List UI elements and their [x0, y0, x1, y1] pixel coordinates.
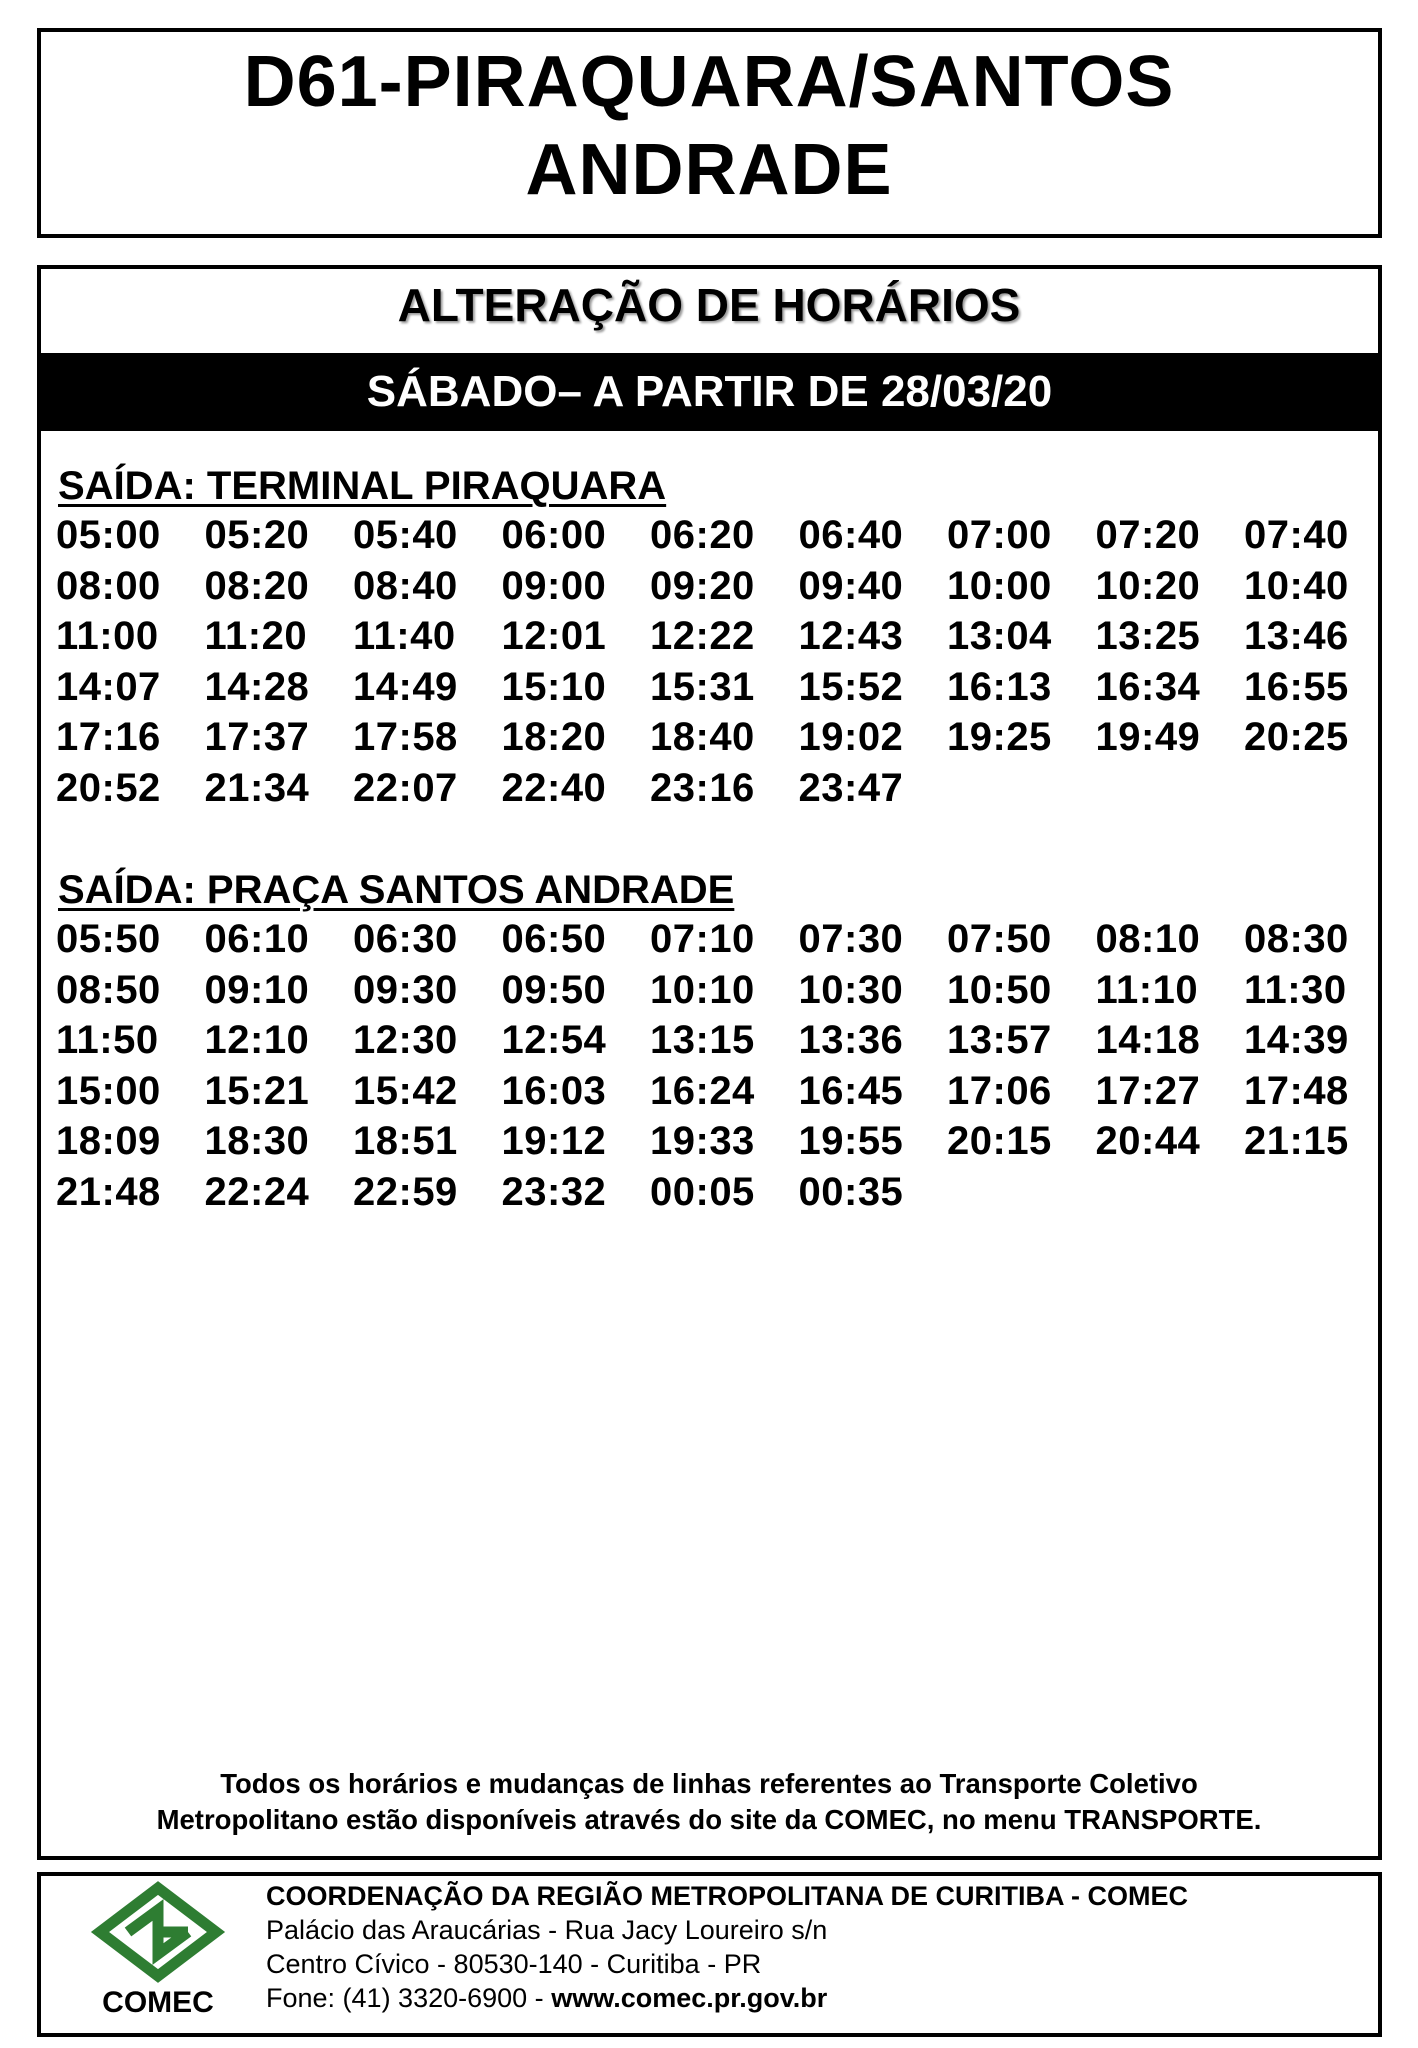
departure-time: 07:40	[1244, 513, 1349, 557]
notice-heading: ALTERAÇÃO DE HORÁRIOS	[397, 279, 1021, 331]
departure-time: 17:58	[353, 715, 458, 759]
departure-time: 10:20	[1095, 563, 1201, 608]
departure-time: 05:20	[204, 513, 310, 557]
departure-time: 00:05	[650, 1169, 755, 1214]
departure-time: 14:18	[1095, 1018, 1201, 1062]
departure-time: 15:42	[353, 1068, 458, 1113]
departure-time: 05:40	[353, 513, 458, 557]
route-title-line-1: D61-PIRAQUARA/SANTOS	[243, 42, 1175, 122]
departure-time: 15:10	[501, 664, 607, 709]
departure-time: 06:30	[353, 917, 458, 961]
departure-time: 08:00	[56, 563, 161, 608]
departure-time: 13:46	[1244, 614, 1349, 658]
departure-time: 22:24	[204, 1169, 310, 1214]
departure-time: 17:37	[204, 715, 310, 759]
departure-time: 09:10	[204, 967, 310, 1012]
departure-time: 17:06	[947, 1068, 1052, 1113]
departure-time: 14:49	[353, 664, 458, 709]
departure-time: 06:10	[204, 917, 310, 961]
departure-time: 15:31	[650, 664, 755, 709]
departure-time: 05:00	[56, 513, 161, 557]
departure-time: 18:51	[353, 1119, 458, 1163]
departure-time: 05:50	[56, 917, 161, 961]
departure-time: 11:30	[1244, 967, 1347, 1012]
departure-time: 07:50	[947, 917, 1052, 961]
departure-time: 11:00	[56, 614, 159, 658]
departure-time: 06:40	[798, 513, 904, 557]
departure-time: 06:50	[501, 917, 607, 961]
departure-time: 22:07	[353, 765, 458, 810]
departure-time: 12:30	[353, 1018, 458, 1062]
departure-time: 23:16	[650, 765, 755, 810]
departure-time: 08:40	[353, 563, 458, 608]
departure-time: 18:30	[204, 1119, 310, 1163]
departure-time: 12:01	[501, 614, 607, 658]
departure-time: 21:34	[204, 765, 310, 810]
departure-time: 10:10	[650, 967, 755, 1012]
footer-org-name: COORDENAÇÃO DA REGIÃO METROPOLITANA DE CURITIBA - COMEC	[266, 1881, 1188, 1911]
departure-time: 00:35	[798, 1169, 904, 1214]
departure-time: 14:28	[204, 664, 310, 709]
route-title-line-2: ANDRADE	[525, 130, 893, 210]
departure-time: 09:40	[798, 563, 904, 608]
departure-time: 22:40	[501, 765, 607, 810]
departure-time: 10:50	[947, 967, 1052, 1012]
footer-contact	[266, 1982, 827, 2014]
departure-time: 16:55	[1244, 664, 1349, 709]
departure-time: 13:04	[947, 614, 1052, 658]
departure-time: 10:30	[798, 967, 904, 1012]
departure-time: 14:39	[1244, 1018, 1349, 1062]
departure-time: 19:55	[798, 1119, 904, 1163]
departure-time: 06:20	[650, 513, 755, 557]
departure-time: 07:20	[1095, 513, 1201, 557]
footer-address: Palácio das Araucárias - Rua Jacy Loureiro s/n	[266, 1915, 828, 1945]
departure-time: 15:52	[798, 664, 904, 709]
departure-time: 10:40	[1244, 563, 1349, 608]
departure-time: 21:15	[1244, 1119, 1349, 1163]
departure-time: 15:21	[204, 1068, 310, 1113]
departure-time: 16:03	[501, 1068, 607, 1113]
departure-time: 08:20	[204, 563, 310, 608]
section-label-terminal-piraquara: SAÍDA: TERMINAL PIRAQUARA	[58, 464, 667, 508]
departure-time: 19:49	[1095, 715, 1201, 759]
departure-time: 12:43	[798, 614, 904, 658]
departure-time: 17:16	[56, 715, 161, 759]
departure-time: 19:33	[650, 1119, 755, 1163]
departure-time: 18:09	[56, 1119, 161, 1163]
departure-time: 11:10	[1095, 967, 1199, 1012]
times-grid-praca-santos-andrade	[56, 914, 1366, 1217]
departure-time: 17:27	[1095, 1068, 1201, 1113]
section-label-praca-santos-andrade: SAÍDA: PRAÇA SANTOS ANDRADE	[58, 868, 735, 912]
departure-time: 09:50	[501, 967, 607, 1012]
departure-time: 13:57	[947, 1018, 1052, 1062]
date-band: SÁBADO– A PARTIR DE 28/03/20	[41, 353, 1378, 431]
departure-time: 16:24	[650, 1068, 755, 1113]
departure-time: 23:32	[501, 1169, 607, 1214]
departure-time: 15:00	[56, 1068, 161, 1113]
departure-time: 19:02	[798, 715, 904, 759]
footer-website-link[interactable]: www.comec.pr.gov.br	[551, 1983, 828, 2013]
footer-city: Centro Cívico - 80530-140 - Curitiba - PR	[266, 1949, 762, 1979]
footer-phone: Fone: (41) 3320-6900 -	[266, 1983, 552, 2013]
comec-logo-icon	[88, 1880, 228, 1985]
departure-time: 11:20	[204, 614, 308, 658]
departure-time: 16:13	[947, 664, 1052, 709]
departure-time: 13:15	[650, 1018, 755, 1062]
comec-logo-text: COMEC	[102, 1986, 214, 2019]
departure-time: 21:48	[56, 1169, 161, 1214]
departure-time: 16:34	[1095, 664, 1201, 709]
departure-time: 08:30	[1244, 917, 1349, 961]
departure-time: 08:50	[56, 967, 161, 1012]
departure-time: 07:10	[650, 917, 755, 961]
departure-time: 23:47	[798, 765, 904, 810]
departure-time: 20:52	[56, 765, 161, 810]
departure-time: 19:12	[501, 1119, 607, 1163]
departure-time: 09:00	[501, 563, 607, 608]
departure-time: 07:00	[947, 513, 1052, 557]
departure-time: 12:22	[650, 614, 755, 658]
departure-time: 22:59	[353, 1169, 458, 1214]
departure-time: 17:48	[1244, 1068, 1349, 1113]
departure-time: 08:10	[1095, 917, 1201, 961]
departure-time: 19:25	[947, 715, 1052, 759]
departure-time: 09:30	[353, 967, 458, 1012]
departure-time: 16:45	[798, 1068, 904, 1113]
departure-time: 07:30	[798, 917, 904, 961]
departure-time: 10:00	[947, 563, 1052, 608]
departure-time: 18:40	[650, 715, 755, 759]
departure-time: 20:25	[1244, 715, 1349, 759]
info-text-line-2: Metropolitano estão disponíveis através do site da COMEC, no menu TRANSPORTE.	[156, 1804, 1262, 1835]
departure-time: 14:07	[56, 664, 161, 709]
departure-time: 12:54	[501, 1018, 607, 1062]
departure-time: 18:20	[501, 715, 607, 759]
departure-time: 11:40	[353, 614, 456, 658]
departure-time: 20:15	[947, 1119, 1052, 1163]
departure-time: 06:00	[501, 513, 607, 557]
departure-time: 20:44	[1095, 1119, 1201, 1163]
info-text-line-1: Todos os horários e mudanças de linhas referentes ao Transporte Coletivo	[220, 1768, 1198, 1799]
comec-logo	[88, 1880, 228, 2025]
times-grid-terminal-piraquara	[56, 510, 1366, 813]
departure-time: 09:20	[650, 563, 755, 608]
departure-time: 13:25	[1095, 614, 1201, 658]
departure-time: 13:36	[798, 1018, 904, 1062]
departure-time: 12:10	[204, 1018, 310, 1062]
departure-time: 11:50	[56, 1018, 159, 1062]
